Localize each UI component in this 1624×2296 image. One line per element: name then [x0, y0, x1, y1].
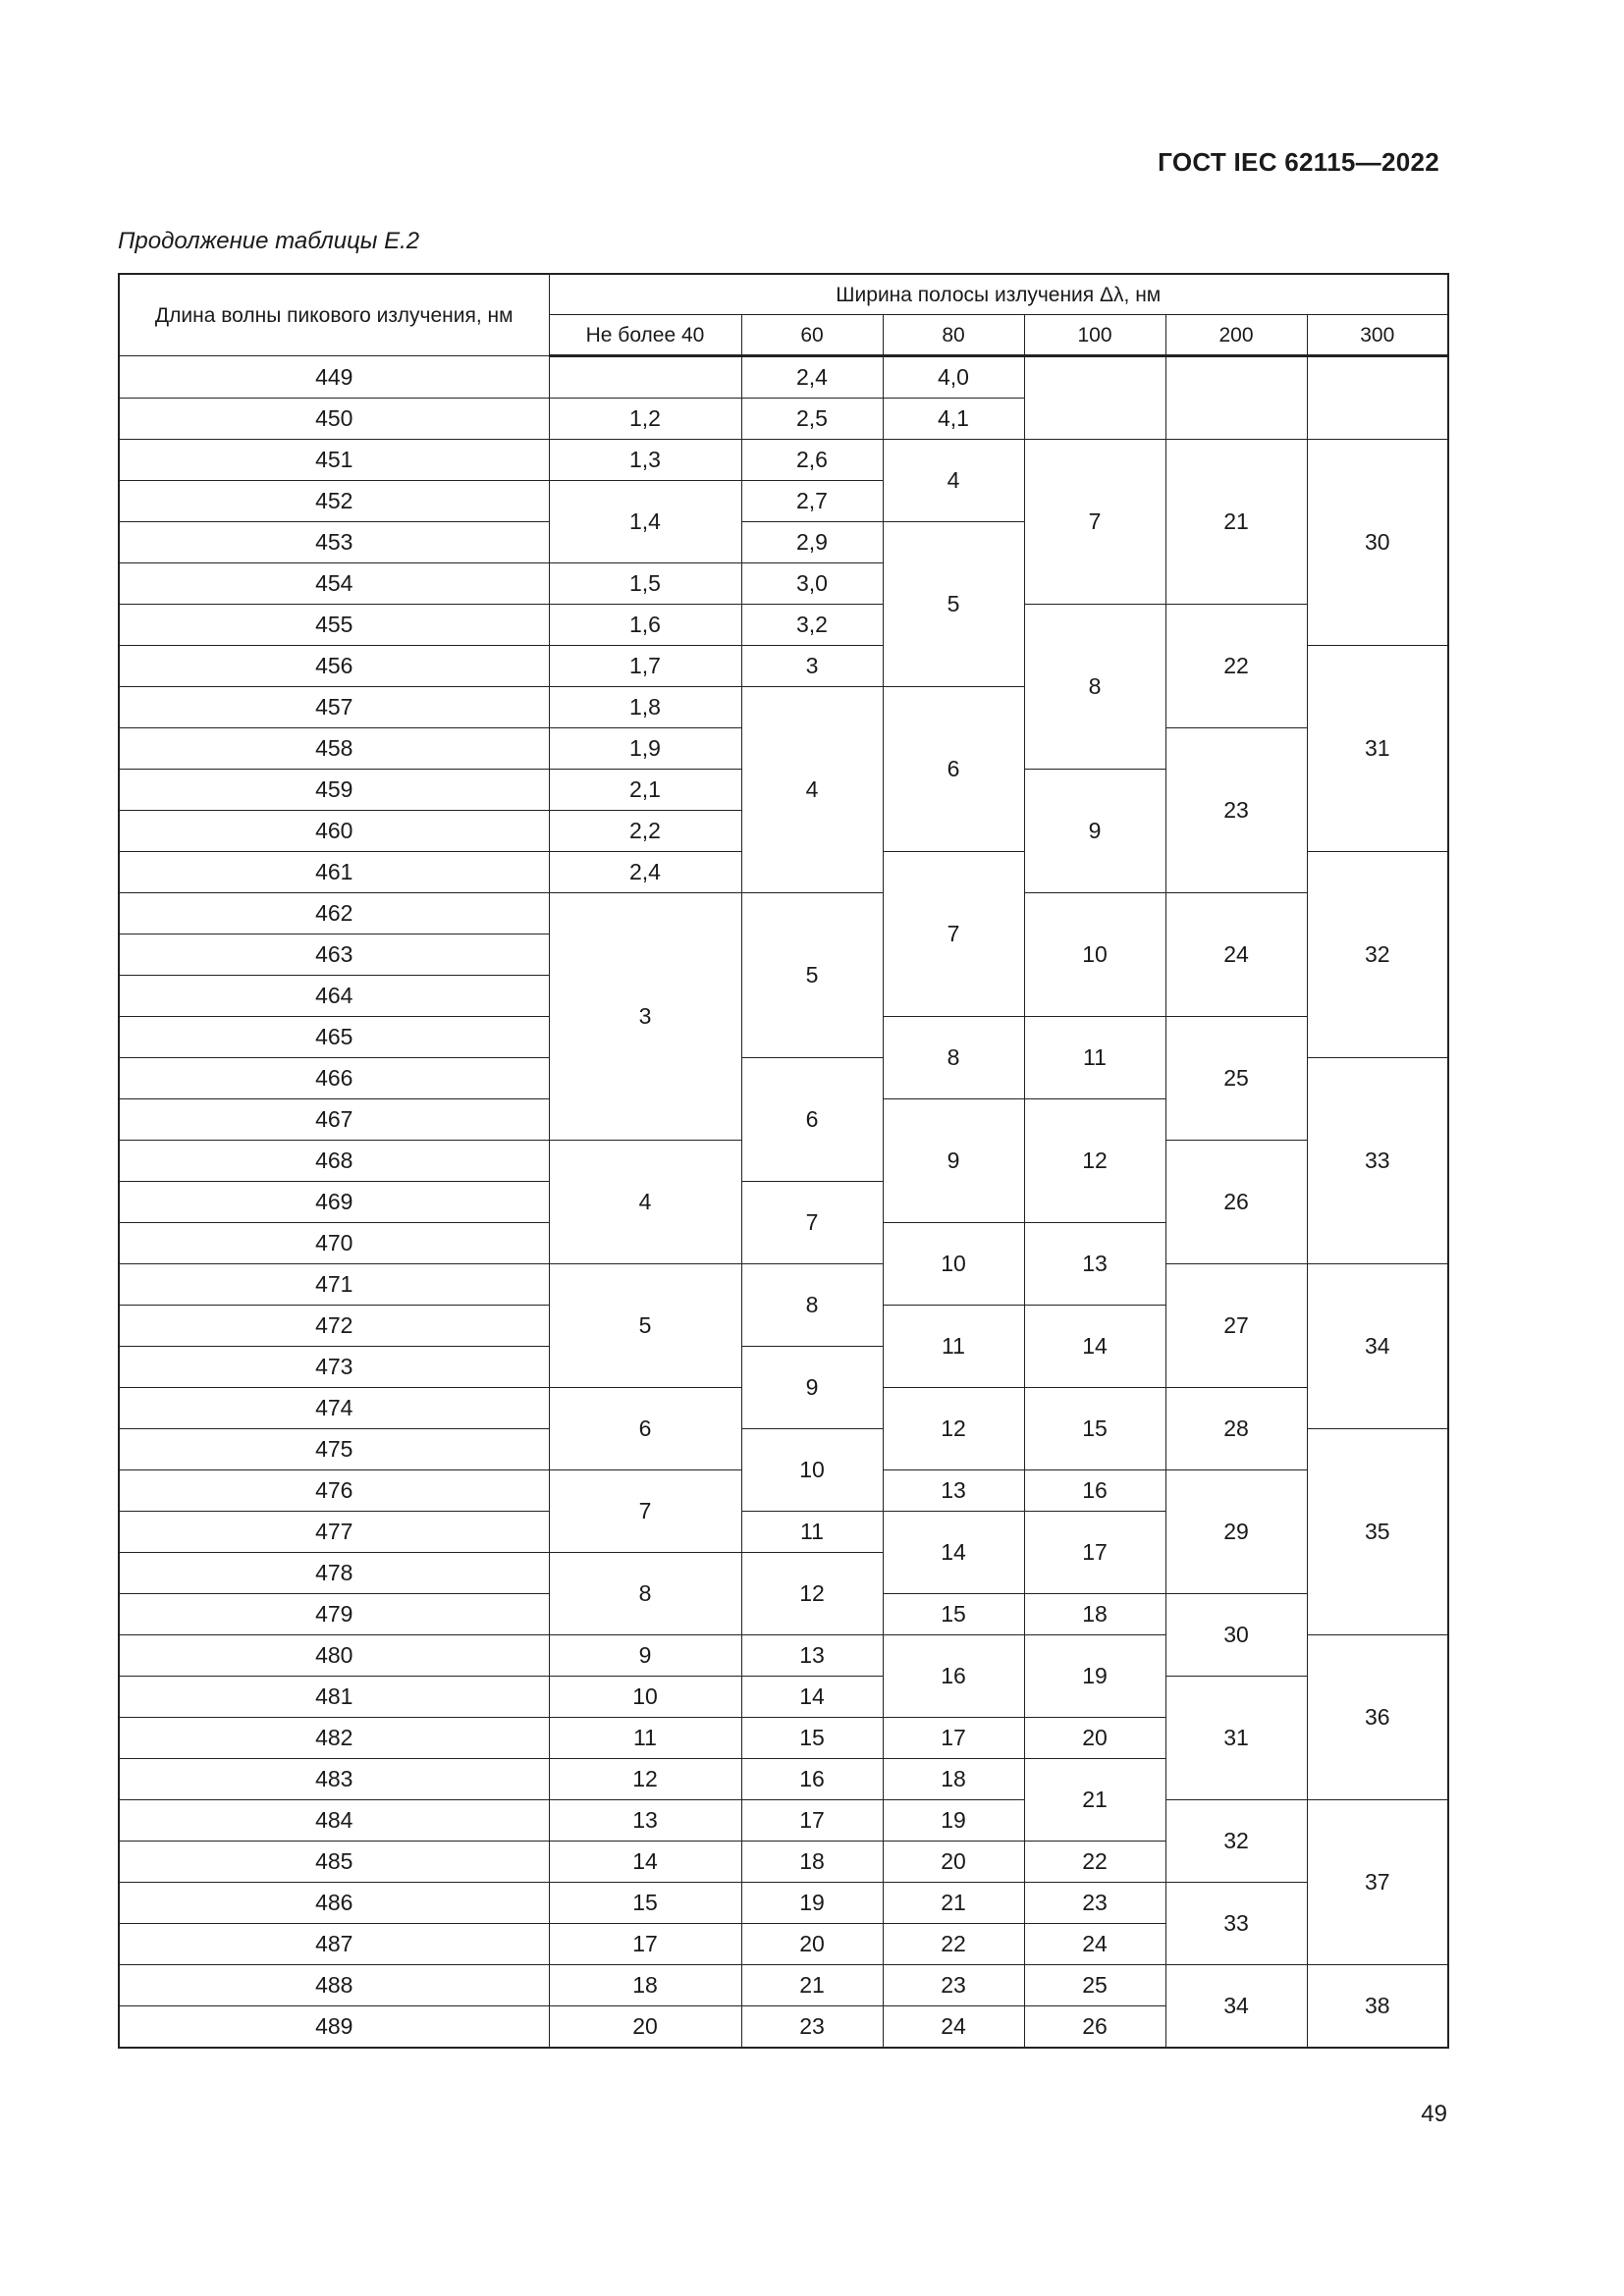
- value-cell-le40: 1,4: [549, 481, 741, 563]
- value-cell-le40: 1,3: [549, 440, 741, 481]
- value-cell-le40: 9: [549, 1635, 741, 1677]
- wavelength-cell: 472: [119, 1306, 549, 1347]
- value-cell-100: 7: [1024, 440, 1165, 605]
- value-cell-60: 17: [741, 1800, 883, 1842]
- value-cell-200: 24: [1165, 893, 1307, 1017]
- value-cell-80: 24: [883, 2006, 1024, 2049]
- value-cell-le40: 1,5: [549, 563, 741, 605]
- value-cell-200: 25: [1165, 1017, 1307, 1141]
- value-cell-60: 3: [741, 646, 883, 687]
- value-cell-300: 34: [1307, 1264, 1448, 1429]
- table-caption: Продолжение таблицы Е.2: [118, 228, 420, 254]
- value-cell-100: 10: [1024, 893, 1165, 1017]
- wavelength-cell: 475: [119, 1429, 549, 1470]
- subheader-300: 300: [1307, 315, 1448, 356]
- value-cell-le40: 2,1: [549, 770, 741, 811]
- wavelength-cell: 486: [119, 1883, 549, 1924]
- value-cell-60: 19: [741, 1883, 883, 1924]
- wavelength-cell: 449: [119, 356, 549, 399]
- value-cell-80: 7: [883, 852, 1024, 1017]
- value-cell-80: 19: [883, 1800, 1024, 1842]
- wavelength-cell: 468: [119, 1141, 549, 1182]
- value-cell-300: 35: [1307, 1429, 1448, 1635]
- value-cell-le40: [549, 356, 741, 399]
- value-cell-80: 9: [883, 1099, 1024, 1223]
- wavelength-cell: 450: [119, 399, 549, 440]
- wavelength-cell: 474: [119, 1388, 549, 1429]
- value-cell-60: 14: [741, 1677, 883, 1718]
- value-cell-100: 19: [1024, 1635, 1165, 1718]
- value-cell-100: 17: [1024, 1512, 1165, 1594]
- value-cell-80: 22: [883, 1924, 1024, 1965]
- value-cell-200: 31: [1165, 1677, 1307, 1800]
- value-cell-100: 13: [1024, 1223, 1165, 1306]
- value-cell-le40: 4: [549, 1141, 741, 1264]
- value-cell-200: 32: [1165, 1800, 1307, 1883]
- wavelength-cell: 458: [119, 728, 549, 770]
- value-cell-80: 20: [883, 1842, 1024, 1883]
- value-cell-le40: 5: [549, 1264, 741, 1388]
- value-cell-le40: 1,8: [549, 687, 741, 728]
- value-cell-60: 11: [741, 1512, 883, 1553]
- value-cell-300: 38: [1307, 1965, 1448, 2049]
- value-cell-le40: 14: [549, 1842, 741, 1883]
- wavelength-cell: 478: [119, 1553, 549, 1594]
- wavelength-cell: 454: [119, 563, 549, 605]
- value-cell-200: 34: [1165, 1965, 1307, 2049]
- value-cell-le40: 1,7: [549, 646, 741, 687]
- value-cell-300: 31: [1307, 646, 1448, 852]
- value-cell-100: 12: [1024, 1099, 1165, 1223]
- subheader-80: 80: [883, 315, 1024, 356]
- value-cell-80: 18: [883, 1759, 1024, 1800]
- value-cell-80: 16: [883, 1635, 1024, 1718]
- value-cell-le40: 2,2: [549, 811, 741, 852]
- value-cell-60: 4: [741, 687, 883, 893]
- value-cell-300: 32: [1307, 852, 1448, 1058]
- wavelength-cell: 451: [119, 440, 549, 481]
- value-cell-le40: 20: [549, 2006, 741, 2049]
- value-cell-le40: 1,9: [549, 728, 741, 770]
- value-cell-100: 23: [1024, 1883, 1165, 1924]
- wavelength-cell: 455: [119, 605, 549, 646]
- value-cell-80: 5: [883, 522, 1024, 687]
- value-cell-60: 6: [741, 1058, 883, 1182]
- value-cell-60: 2,5: [741, 399, 883, 440]
- value-cell-60: 20: [741, 1924, 883, 1965]
- value-cell-le40: 6: [549, 1388, 741, 1470]
- subheader-60: 60: [741, 315, 883, 356]
- wavelength-cell: 480: [119, 1635, 549, 1677]
- wavelength-cell: 461: [119, 852, 549, 893]
- wavelength-cell: 482: [119, 1718, 549, 1759]
- value-cell-200: 21: [1165, 440, 1307, 605]
- wavelength-cell: 481: [119, 1677, 549, 1718]
- document-code: ГОСТ IEC 62115—2022: [1158, 147, 1439, 177]
- value-cell-200: 26: [1165, 1141, 1307, 1264]
- value-cell-le40: 12: [549, 1759, 741, 1800]
- value-cell-80: 4: [883, 440, 1024, 522]
- value-cell-80: 6: [883, 687, 1024, 852]
- value-cell-60: 10: [741, 1429, 883, 1512]
- wavelength-cell: 476: [119, 1470, 549, 1512]
- value-cell-le40: 2,4: [549, 852, 741, 893]
- wavelength-cell: 462: [119, 893, 549, 934]
- value-cell-le40: 17: [549, 1924, 741, 1965]
- value-cell-le40: 10: [549, 1677, 741, 1718]
- value-cell-100: 15: [1024, 1388, 1165, 1470]
- wavelength-header: Длина волны пикового излучения, нм: [119, 274, 549, 356]
- value-cell-300: 30: [1307, 440, 1448, 646]
- value-cell-80: 13: [883, 1470, 1024, 1512]
- value-cell-80: 12: [883, 1388, 1024, 1470]
- value-cell-60: 7: [741, 1182, 883, 1264]
- wavelength-cell: 485: [119, 1842, 549, 1883]
- value-cell-100: 14: [1024, 1306, 1165, 1388]
- wavelength-cell: 460: [119, 811, 549, 852]
- value-cell-60: 13: [741, 1635, 883, 1677]
- value-cell-le40: 15: [549, 1883, 741, 1924]
- spectral-table: [118, 273, 1449, 2049]
- wavelength-cell: 489: [119, 2006, 549, 2049]
- table-row: [119, 1883, 1448, 1924]
- value-cell-80: 10: [883, 1223, 1024, 1306]
- table-row: [119, 893, 1448, 934]
- wavelength-cell: 459: [119, 770, 549, 811]
- value-cell-60: 2,9: [741, 522, 883, 563]
- value-cell-le40: 8: [549, 1553, 741, 1635]
- wavelength-cell: 477: [119, 1512, 549, 1553]
- value-cell-60: 12: [741, 1553, 883, 1635]
- value-cell-100: 21: [1024, 1759, 1165, 1842]
- wavelength-cell: 470: [119, 1223, 549, 1264]
- subheader-200: 200: [1165, 315, 1307, 356]
- table-row: [119, 1800, 1448, 1842]
- value-cell-200: 23: [1165, 728, 1307, 893]
- wavelength-cell: 479: [119, 1594, 549, 1635]
- wavelength-cell: 484: [119, 1800, 549, 1842]
- wavelength-cell: 453: [119, 522, 549, 563]
- value-cell-100: 22: [1024, 1842, 1165, 1883]
- value-cell-80: 8: [883, 1017, 1024, 1099]
- table-row: [119, 440, 1448, 481]
- value-cell-60: 2,6: [741, 440, 883, 481]
- wavelength-cell: 488: [119, 1965, 549, 2006]
- value-cell-300: 36: [1307, 1635, 1448, 1800]
- subheader-100: 100: [1024, 315, 1165, 356]
- wavelength-cell: 452: [119, 481, 549, 522]
- value-cell-80: 4,0: [883, 356, 1024, 399]
- value-cell-le40: 7: [549, 1470, 741, 1553]
- wavelength-cell: 463: [119, 934, 549, 976]
- wavelength-cell: 466: [119, 1058, 549, 1099]
- wavelength-cell: 487: [119, 1924, 549, 1965]
- value-cell-80: 17: [883, 1718, 1024, 1759]
- value-cell-200: 28: [1165, 1388, 1307, 1470]
- value-cell-60: 2,4: [741, 356, 883, 399]
- value-cell-le40: 3: [549, 893, 741, 1141]
- value-cell-200: 27: [1165, 1264, 1307, 1388]
- value-cell-60: 8: [741, 1264, 883, 1347]
- bandwidth-header: Ширина полосы излучения Δλ, нм: [549, 274, 1448, 315]
- value-cell-60: 18: [741, 1842, 883, 1883]
- value-cell-80: 14: [883, 1512, 1024, 1594]
- wavelength-cell: 469: [119, 1182, 549, 1223]
- value-cell-200: 30: [1165, 1594, 1307, 1677]
- value-cell-60: 16: [741, 1759, 883, 1800]
- value-cell-le40: 11: [549, 1718, 741, 1759]
- value-cell-100: 18: [1024, 1594, 1165, 1635]
- value-cell-60: 5: [741, 893, 883, 1058]
- table-row: [119, 1264, 1448, 1306]
- value-cell-100: 9: [1024, 770, 1165, 893]
- value-cell-200: [1165, 356, 1307, 440]
- value-cell-200: 33: [1165, 1883, 1307, 1965]
- value-cell-100: 25: [1024, 1965, 1165, 2006]
- value-cell-100: 20: [1024, 1718, 1165, 1759]
- value-cell-100: 16: [1024, 1470, 1165, 1512]
- value-cell-60: 2,7: [741, 481, 883, 522]
- wavelength-cell: 464: [119, 976, 549, 1017]
- value-cell-200: 22: [1165, 605, 1307, 728]
- value-cell-60: 23: [741, 2006, 883, 2049]
- value-cell-100: 26: [1024, 2006, 1165, 2049]
- value-cell-60: 21: [741, 1965, 883, 2006]
- table-row: [119, 605, 1448, 646]
- value-cell-le40: 18: [549, 1965, 741, 2006]
- value-cell-300: [1307, 356, 1448, 440]
- page-number: 49: [1421, 2101, 1447, 2127]
- value-cell-200: 29: [1165, 1470, 1307, 1594]
- value-cell-80: 11: [883, 1306, 1024, 1388]
- value-cell-le40: 1,6: [549, 605, 741, 646]
- wavelength-cell: 467: [119, 1099, 549, 1141]
- value-cell-300: 33: [1307, 1058, 1448, 1264]
- value-cell-60: 9: [741, 1347, 883, 1429]
- value-cell-100: [1024, 356, 1165, 440]
- value-cell-80: 4,1: [883, 399, 1024, 440]
- table-body: [119, 356, 1448, 2049]
- value-cell-60: 15: [741, 1718, 883, 1759]
- value-cell-le40: 1,2: [549, 399, 741, 440]
- value-cell-100: 24: [1024, 1924, 1165, 1965]
- value-cell-le40: 13: [549, 1800, 741, 1842]
- value-cell-80: 23: [883, 1965, 1024, 2006]
- value-cell-60: 3,0: [741, 563, 883, 605]
- table-row: [119, 1677, 1448, 1718]
- value-cell-60: 3,2: [741, 605, 883, 646]
- wavelength-cell: 456: [119, 646, 549, 687]
- value-cell-80: 15: [883, 1594, 1024, 1635]
- table-row: [119, 356, 1448, 399]
- value-cell-300: 37: [1307, 1800, 1448, 1965]
- value-cell-100: 11: [1024, 1017, 1165, 1099]
- wavelength-cell: 471: [119, 1264, 549, 1306]
- table-row: [119, 1965, 1448, 2006]
- value-cell-80: 21: [883, 1883, 1024, 1924]
- value-cell-100: 8: [1024, 605, 1165, 770]
- wavelength-cell: 457: [119, 687, 549, 728]
- wavelength-cell: 473: [119, 1347, 549, 1388]
- wavelength-cell: 465: [119, 1017, 549, 1058]
- subheader-le40: Не более 40: [549, 315, 741, 356]
- wavelength-cell: 483: [119, 1759, 549, 1800]
